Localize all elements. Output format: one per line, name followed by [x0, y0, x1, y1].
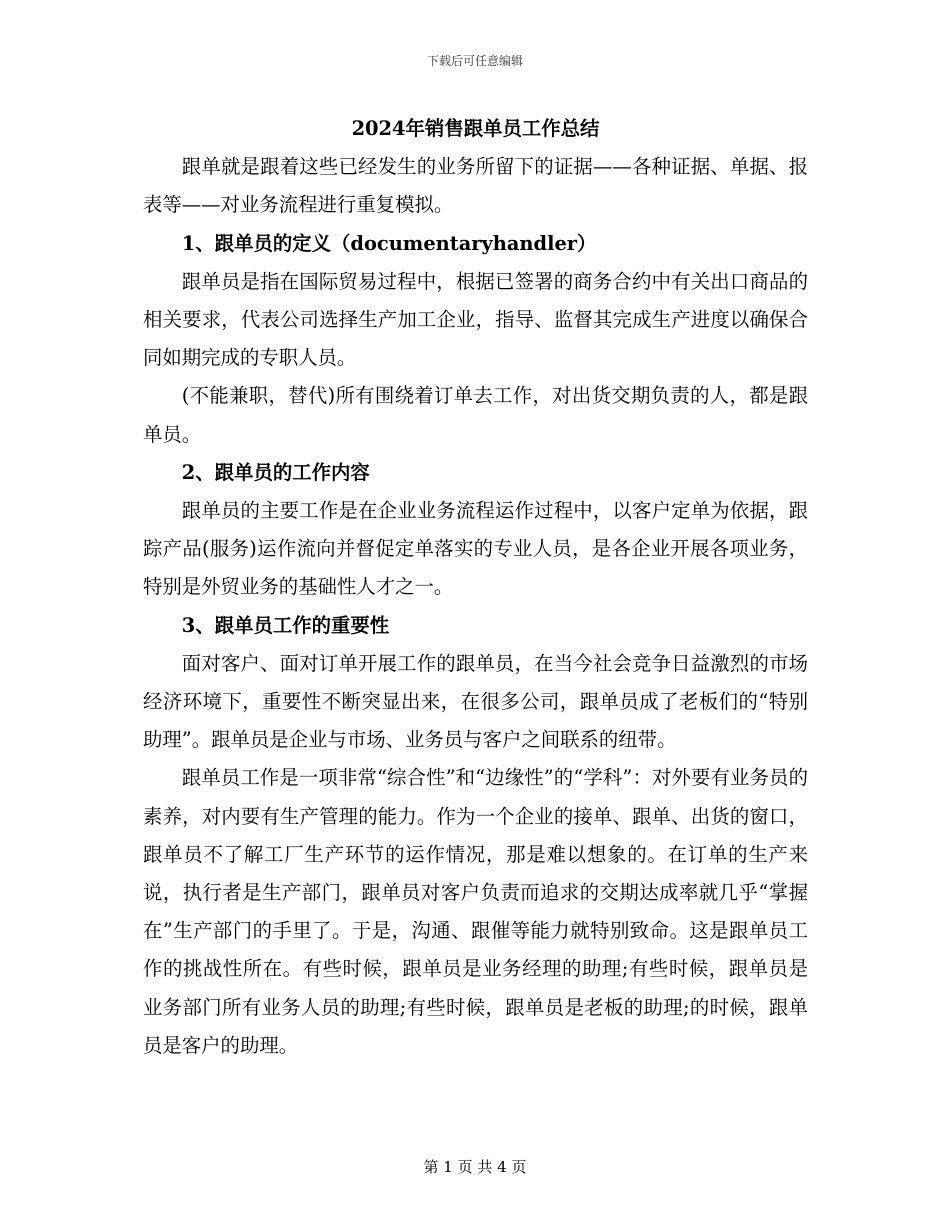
page-header: 下载后可任意编辑	[426, 54, 523, 68]
section-1-paragraph-1: 跟单员是指在国际贸易过程中，根据已签署的商务合约中有关出口商品的相关要求，代表公司选择生产加工企业，指导、监督其完成生产进度以确保合同如期完成的专职人员。	[143, 269, 808, 370]
document-title: 2024年销售跟单员工作总结	[351, 117, 600, 140]
page-footer: 第 1 页 共 4 页	[423, 1158, 527, 1176]
section-1-heading: 1、跟单员的定义（documentaryhandler）	[181, 231, 597, 255]
section-2-heading: 2、跟单员的工作内容	[181, 460, 370, 484]
section-2-paragraph-1: 跟单员的主要工作是在企业业务流程运作过程中，以客户定单为依据，跟踪产品(服务)运作流向并督促定单落实的专业人员，是各企业开展各项业务，特别是外贸业务的基础性人才之一。	[143, 499, 808, 599]
section-3-paragraph-2: 跟单员工作是一项非常“综合性”和“边缘性”的“学科”：对外要有业务员的素养，对内要有生产管理的能力。作为一个企业的接单、跟单、出货的窗口，跟单员不了解工厂生产环节的运作情况，那是难以想象的。在订单的生产来说，执行者是生产部门，跟单员对客户负责而追求的交期达成率就几乎“掌握在”生产部门的手里了。于是，沟通、跟催等能力就特别致命。这是跟单员工作的挑战性所在。有些时候，跟单员是业务经理的助理;有些时候，跟单员是业务部门所有业务人员的助理;有些时候，跟单员是老板的助理;的时候，跟单员是客户的助理。	[143, 766, 808, 1057]
intro-paragraph: 跟单就是跟着这些已经发生的业务所留下的证据——各种证据、单据、报表等——对业务流程进行重复模拟。	[143, 155, 808, 217]
document-body	[143, 110, 808, 1065]
section-3-heading: 3、跟单员工作的重要性	[181, 613, 390, 637]
section-1-paragraph-2: (不能兼职，替代)所有围绕着订单去工作，对出货交期负责的人，都是跟单员。	[143, 384, 808, 446]
section-3-paragraph-1: 面对客户、面对订单开展工作的跟单员，在当今社会竞争日益激烈的市场经济环境下，重要性不断突显出来，在很多公司，跟单员成了老板们的“特别助理”。跟单员是企业与市场、业务员与客户之间联系的纽带。	[143, 651, 808, 752]
